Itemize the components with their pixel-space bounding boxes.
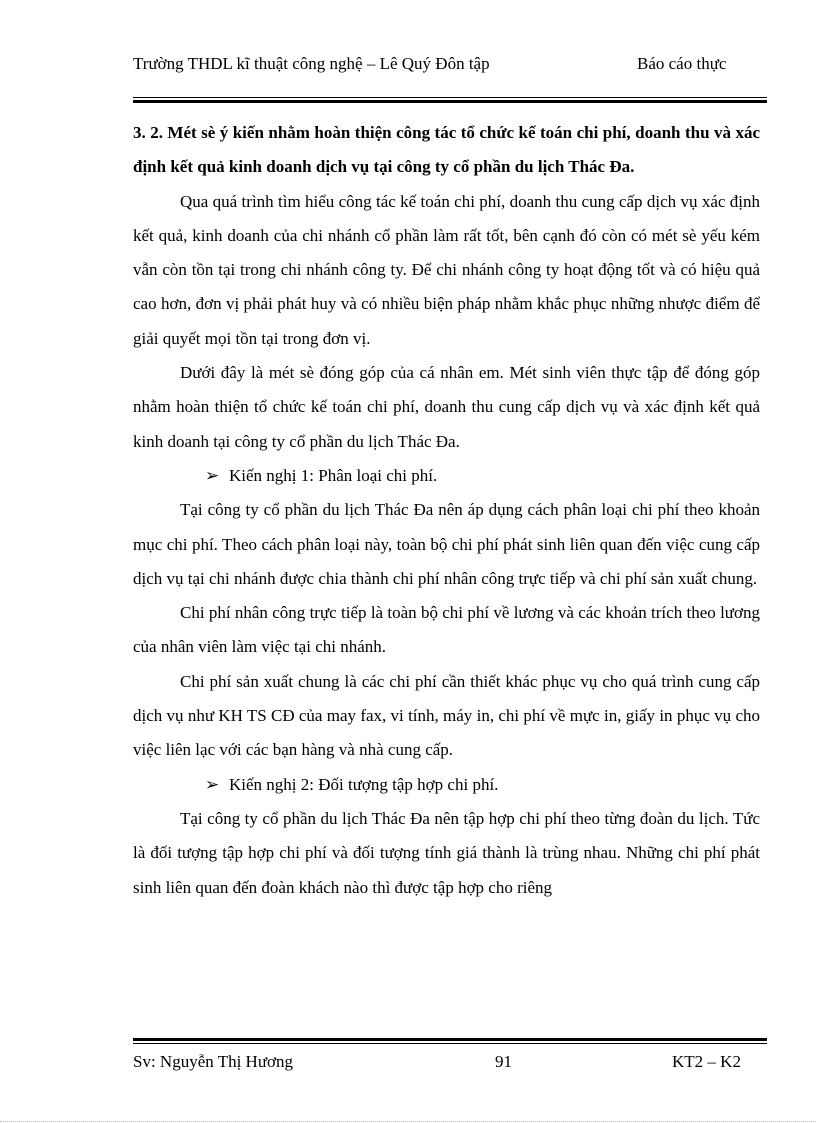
footer-rule-thick [133,1038,767,1041]
page-edge-divider [0,1121,816,1122]
header-rule-thin [133,97,767,98]
section-heading: 3. 2. Mét sè ý kiến nhằm hoàn thiện công tác tổ chức kế toán chi phí, doanh thu và xác định kết quả kinh doanh dịch vụ tại công ty cổ phần du lịch Thác Đa. [133,123,760,177]
recommendation-item [133,459,760,493]
footer-student-name: Sv: Nguyễn Thị Hương [133,1052,294,1071]
arrow-bullet-icon: ➢ [205,465,220,485]
arrow-bullet-icon: ➢ [205,774,220,794]
footer-rule-thin [133,1043,767,1044]
document-body [133,116,760,905]
paragraph: Dưới đây là mét sè đóng góp của cá nhân em. Mét sinh viên thực tập để đóng góp nhằm hoàn thiện tổ chức kế toán chi phí, doanh thu cung cấp dịch vụ và xác định kết quả kinh doanh tại công ty cổ phần du lịch Thác Đa. [133,363,760,451]
header-rule-thick [133,100,767,103]
header-report-title: Báo cáo thực [637,54,727,73]
paragraph: Qua quá trình tìm hiểu công tác kế toán chi phí, doanh thu cung cấp dịch vụ xác định kết quả, kinh doanh của chi nhánh cổ phần làm rất tốt, bên cạnh đó còn có mét sè yếu kém vẫn còn tồn tại trong chi nhánh công ty. Để chi nhánh công ty hoạt động tốt và có hiệu quả cao hơn, đơn vị phải phát huy và có nhiều biện pháp nhằm khắc phục những nhược điểm để giải quyết mọi tồn tại trong đơn vị. [133,191,760,348]
paragraph: Chi phí sản xuất chung là các chi phí cần thiết khác phục vụ cho quá trình cung cấp dịch vụ như KH TS CĐ của may fax, vi tính, máy in, chi phí về mực in, giấy in phục vụ cho việc liên lạc với các bạn hàng và nhà cung cấp. [133,671,760,760]
recommendation-label: Kiến nghị 1: Phân loại chi phí. [229,465,438,485]
recommendation-label: Kiến nghị 2: Đối tượng tập hợp chi phí. [229,774,499,794]
paragraph: Chi phí nhân công trực tiếp là toàn bộ chi phí về lương và các khoản trích theo lương của nhân viên làm việc tại chi nhánh. [133,603,760,657]
recommendation-item [133,768,760,802]
paragraph: Tại công ty cổ phần du lịch Thác Đa nên áp dụng cách phân loại chi phí theo khoản mục chi phí. Theo cách phân loại này, toàn bộ chi phí phát sinh liên quan đến việc cung cấp dịch vụ tại chi nhánh được chia thành chi phí nhân công trực tiếp và chi phí sản xuất chung. [133,500,760,588]
footer-page-number: 91 [495,1052,512,1071]
footer-class-code: KT2 – K2 [672,1052,741,1071]
paragraph: Tại công ty cổ phần du lịch Thác Đa nên tập hợp chi phí theo từng đoàn du lịch. Tức là đối tượng tập hợp chi phí và đối tượng tính giá thành là trùng nhau. Những chi phí phát sinh liên quan đến đoàn khách nào thì được tập hợp cho riêng [133,808,760,897]
header-school-name: Trường THDL kĩ thuật công nghệ – Lê Quý Đôn tập [133,54,490,73]
